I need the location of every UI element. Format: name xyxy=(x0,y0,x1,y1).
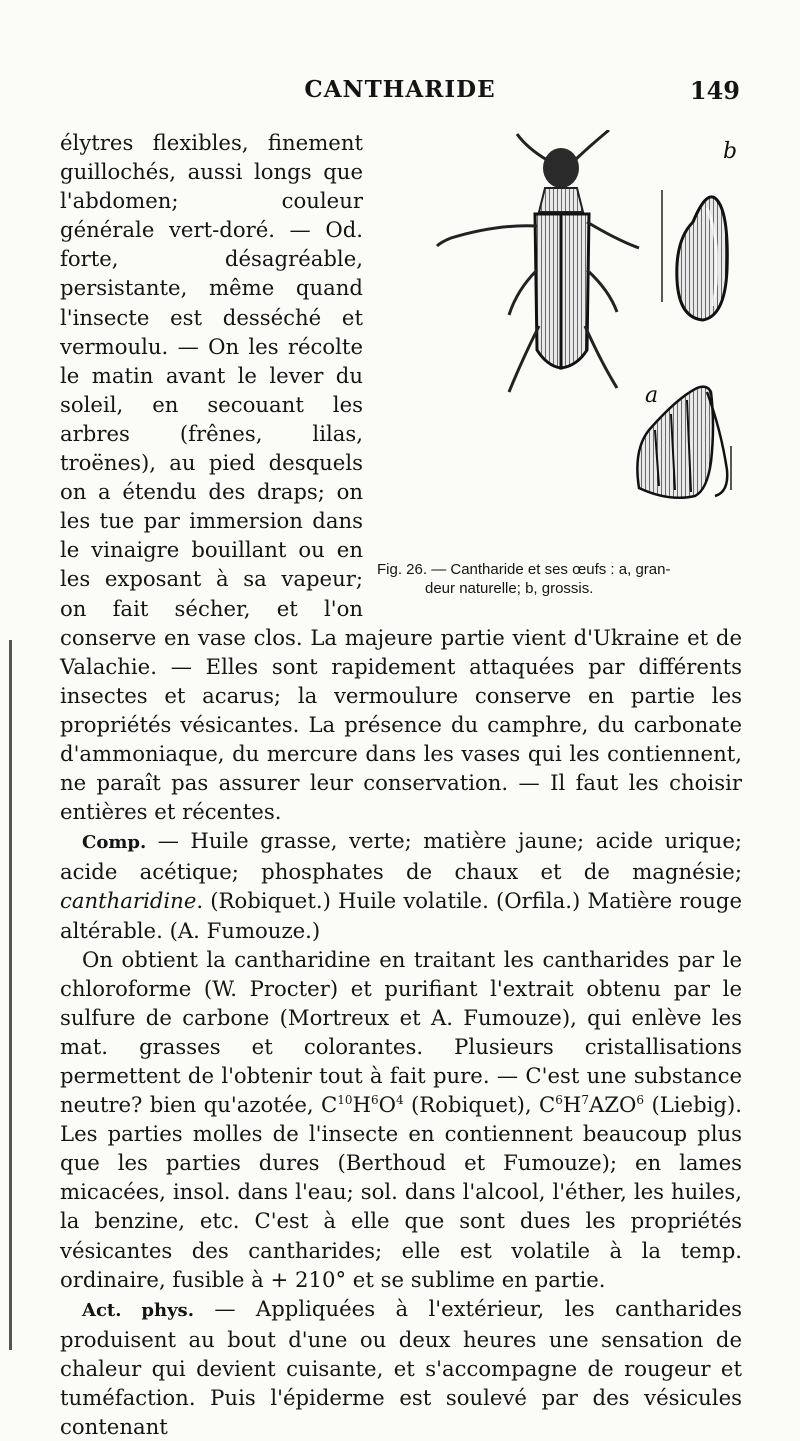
paragraph-description: élytres flexibles, finement guillochés, aussi longs que l'abdomen; couleur générale vert-doré. — Od. forte, désagréable, persistante, même quand l'insecte est desséché et vermoulu. — On les récolte le matin avant le lever du soleil, en secouant les arbres (frênes, lilas, troënes), au pied desquels on a étendu des draps; on les tue par immersion dans le vinaigre bouillant ou en les exposant à sa vapeur; on fait sécher, et l'on conserve en vase clos. La majeure partie vient d'Ukraine et de Valachie. — Elles sont rapidement attaquées par différents insectes et acarus; la vermoulure conserve en partie les propriétés vésicantes. La présence du camphre, du carbonate d'ammoniaque, du mercure dans les vases qui les contiennent, ne paraît pas assurer leur conservation. — Il faut les choisir entières et récentes. xyxy=(60,130,742,825)
cantharide-illustration xyxy=(377,130,742,555)
label-a: a xyxy=(645,383,659,408)
formula-sub: 4 xyxy=(396,1093,404,1108)
page-number: 149 xyxy=(689,76,740,105)
formula-part: O xyxy=(378,1092,396,1118)
body-text xyxy=(60,128,742,1441)
cantharidine-text-c: (Liebig). Les parties molles de l'insecte en contiennent beaucoup plus que les parties dures (Berthoud et Fumouze); en lames micacées, insol. dans l'eau; sol. dans l'alcool, l'éther, les huiles, la benzine, etc. C'est à elle que sont dues les propriétés vésicantes des cantharides; elle est volatile à la temp. ordinaire, fusible à + 210° et se sublime en partie. xyxy=(60,1092,742,1292)
paragraph-composition xyxy=(60,826,742,944)
label-b: b xyxy=(723,139,738,164)
formula-sub: 6 xyxy=(370,1093,379,1108)
figure-caption xyxy=(377,560,742,598)
cantharidine-text-b: (Robiquet), C xyxy=(403,1092,556,1118)
figure-26 xyxy=(377,130,742,605)
cantharidine-term: cantharidine xyxy=(60,888,197,914)
paragraph-physiological-action xyxy=(60,1294,742,1441)
margin-rule xyxy=(9,640,12,1350)
paragraph-cantharidine xyxy=(60,945,742,1294)
formula-sub: 10 xyxy=(337,1093,353,1108)
comp-label: Comp. xyxy=(82,832,147,854)
caption-line-1: Fig. 26. — Cantharide et ses œufs : a, gran- xyxy=(377,561,671,578)
beetle-drawing xyxy=(437,130,639,392)
formula-part: H xyxy=(352,1092,371,1118)
formula-sub: 6 xyxy=(555,1093,563,1108)
comp-text-a: — Huile grasse, verte; matière jaune; acide urique; acide acétique; phosphates de chaux et de magnésie; xyxy=(60,828,742,885)
comp-text-b: . (Robiquet.) Huile volatile. (Orfila.) Matière rouge altérable. (A. Fumouze.) xyxy=(60,888,742,943)
caption-line-2: deur naturelle; b, grossis. xyxy=(425,580,594,597)
page-header xyxy=(60,76,740,116)
act-phys-label: Act. phys. xyxy=(82,1299,194,1321)
running-title: CANTHARIDE xyxy=(304,76,496,103)
cantharidine-text-a: On obtient la cantharidine en traitant les cantharides par le chloroforme (W. Procter) et purifiant l'extrait obtenu par le sulfure de carbone (Mortreux et A. Fumouze), qui enlève les mat. grasses et colorantes. Plusieurs cristallisations permettent de l'obtenir tout à fait pure. — C'est une substance neutre? bien qu'azotée, C xyxy=(60,946,742,1118)
egg-enlarged-drawing xyxy=(677,197,727,320)
formula-part: H xyxy=(562,1092,582,1118)
formula-sub: 6 xyxy=(636,1093,645,1108)
formula-part: AZO xyxy=(589,1092,637,1118)
formula-sub: 7 xyxy=(581,1093,589,1108)
act-phys-text: — Appliquées à l'extérieur, les cantharides produisent au bout d'une ou deux heures une sensation de chaleur qui devient cuisante, et s'accompagne de rougeur et tuméfaction. Puis l'épiderme est soulevé par des vésicules contenant xyxy=(60,1295,743,1440)
